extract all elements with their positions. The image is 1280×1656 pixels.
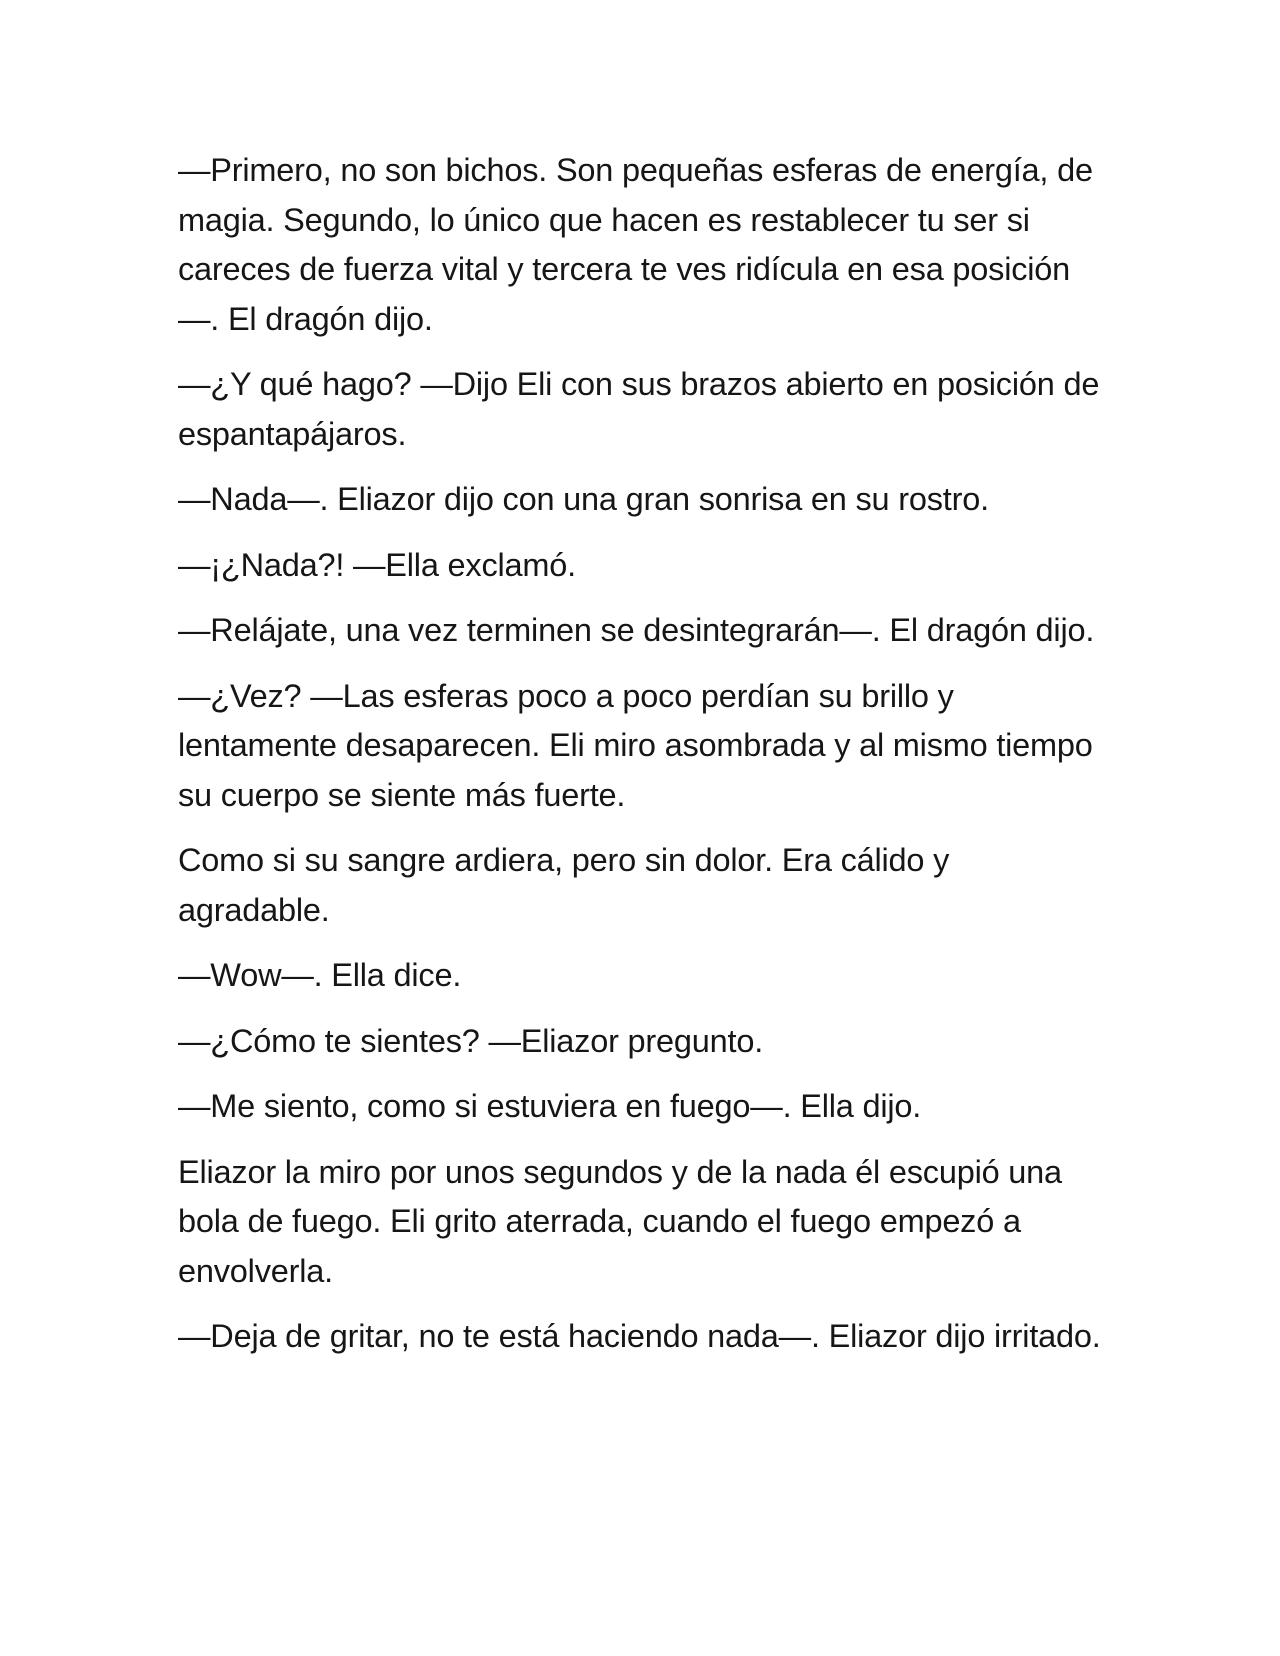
paragraph: —¿Y qué hago? —Dijo Eli con sus brazos abierto en posición de espantapájaros. — [178, 366, 1100, 452]
paragraph: —Nada—. Eliazor dijo con una gran sonrisa en su rostro. — [178, 481, 989, 517]
paragraph: —Deja de gritar, no te está haciendo nada—. Eliazor dijo irritado. — [178, 1318, 1101, 1354]
paragraph: —¿Cómo te sientes? —Eliazor pregunto. — [178, 1022, 764, 1059]
body-text — [178, 146, 1108, 1378]
paragraph: —¿Vez? —Las esferas poco a poco perdían su brillo y lentamente desaparecen. Eli miro asombrada y al mismo tiempo su cuerpo se siente más fuerte. — [178, 677, 1093, 813]
paragraph: —Relájate, una vez terminen se desintegrarán—. El dragón dijo. — [178, 612, 1095, 648]
paragraph: —Me siento, como si estuviera en fuego—. Ella dijo. — [178, 1088, 922, 1124]
paragraph: —¡¿Nada?! —Ella exclamó. — [178, 546, 576, 583]
paragraph: Como si su sangre ardiera, pero sin dolor. Era cálido y agradable. — [178, 842, 950, 928]
paragraph: —Primero, no son bichos. Son pequeñas esferas de energía, de magia. Segundo, lo único que hacen es restablecer tu ser si careces de fuerza vital y tercera te ves ridícula en esa posición—. El dragón dijo. — [178, 152, 1093, 337]
paragraph: Eliazor la miro por unos segundos y de la nada él escupió una bola de fuego. Eli grito aterrada, cuando el fuego empezó a envolverla. — [178, 1153, 1062, 1289]
paragraph: —Wow—. Ella dice. — [178, 957, 462, 993]
